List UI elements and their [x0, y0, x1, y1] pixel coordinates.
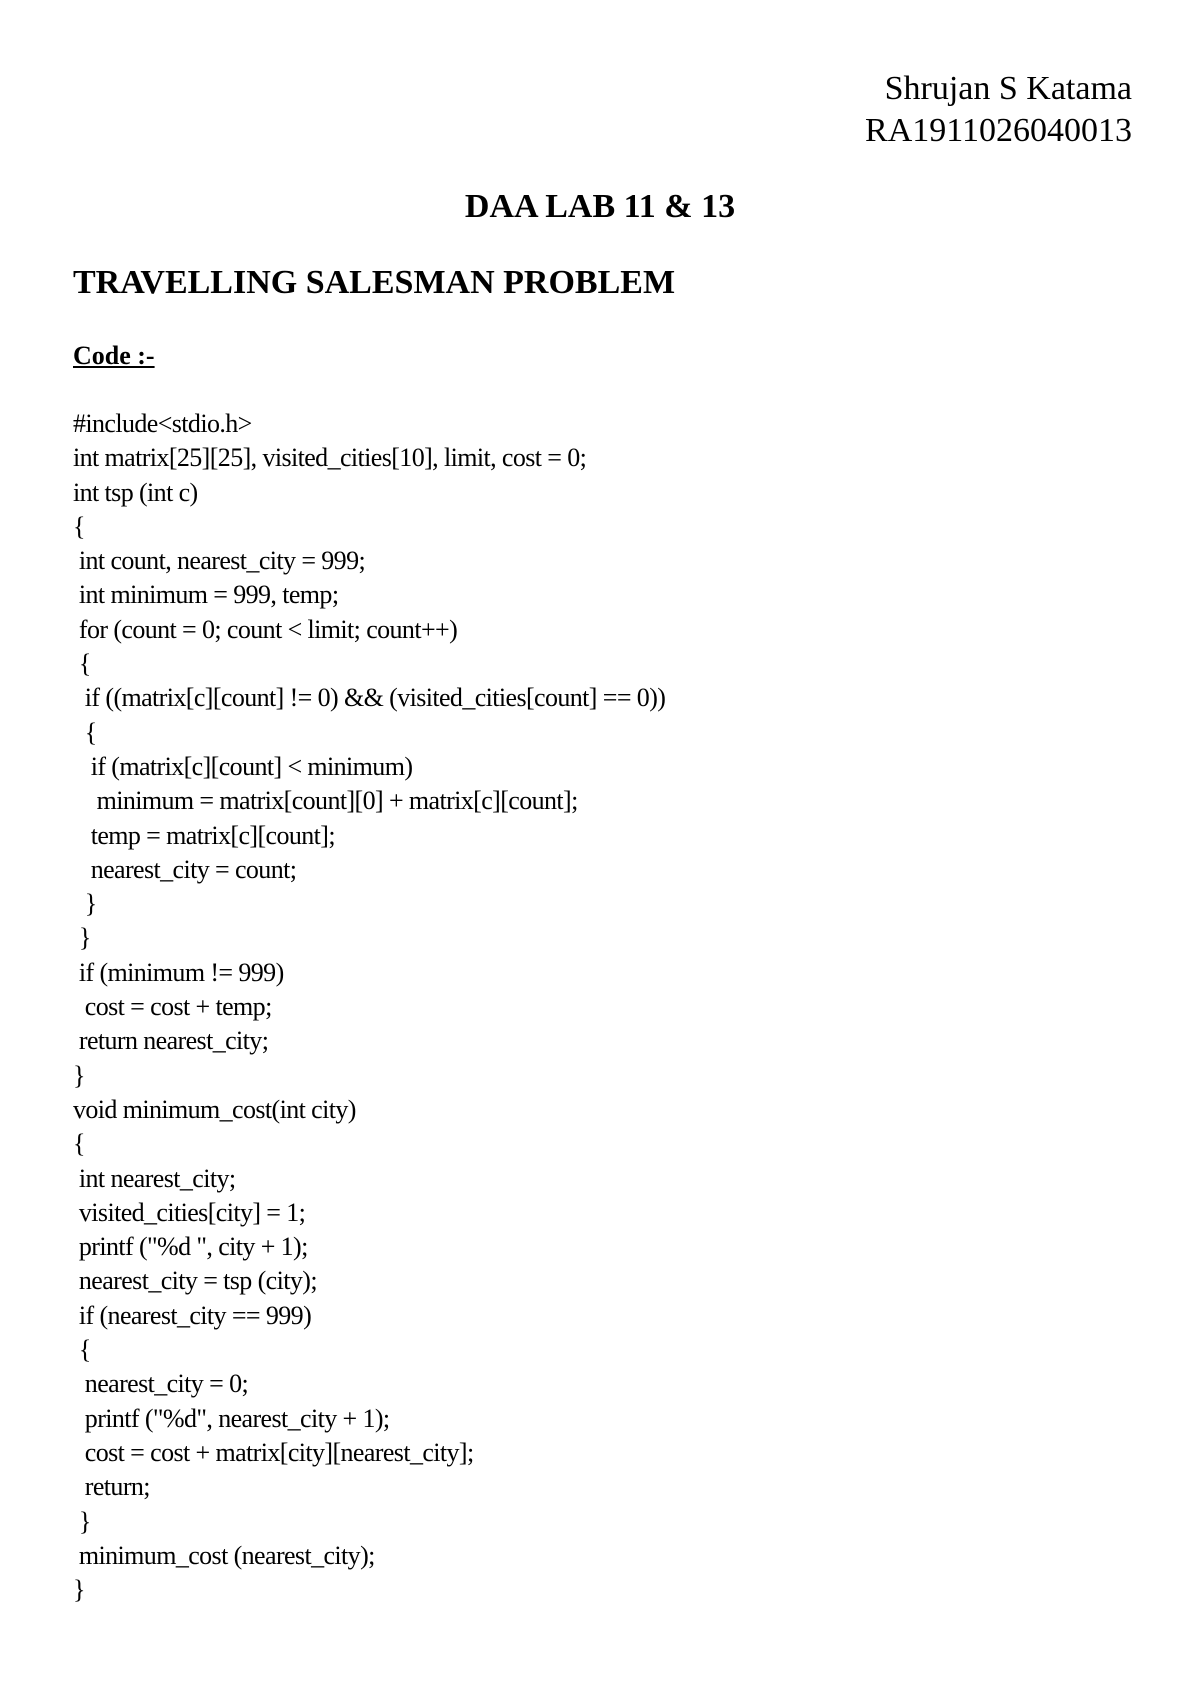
code-line: nearest_city = tsp (city);: [73, 1266, 317, 1296]
code-line: {: [73, 1129, 85, 1159]
code-line: for (count = 0; count < limit; count++): [73, 614, 458, 644]
code-line: {: [73, 1335, 91, 1365]
code-line: int tsp (int c): [73, 477, 198, 507]
code-line: }: [73, 1506, 91, 1536]
code-line: if (nearest_city == 999): [73, 1300, 312, 1330]
code-line: return;: [73, 1472, 150, 1502]
code-line: cost = cost + temp;: [73, 992, 272, 1022]
code-heading: Code :-: [73, 341, 155, 370]
code-line: int nearest_city;: [73, 1163, 236, 1193]
code-line: if ((matrix[c][count] != 0) && (visited_cities[count] == 0)): [73, 683, 666, 713]
code-line: int matrix[25][25], visited_cities[10], limit, cost = 0;: [73, 443, 587, 473]
code-line: temp = matrix[c][count];: [73, 820, 335, 850]
code-line: visited_cities[city] = 1;: [73, 1197, 306, 1227]
code-line: if (matrix[c][count] < minimum): [73, 751, 413, 781]
code-line: }: [73, 889, 97, 919]
register-number: RA1911026040013: [865, 112, 1132, 149]
code-line: nearest_city = 0;: [73, 1369, 249, 1399]
code-line: nearest_city = count;: [73, 854, 297, 884]
code-block: [73, 407, 665, 1607]
code-line: #include<stdio.h>: [73, 409, 252, 438]
code-line: printf ("%d ", city + 1);: [73, 1232, 308, 1262]
code-line: return nearest_city;: [73, 1026, 269, 1056]
lab-title: DAA LAB 11 & 13: [464, 188, 736, 225]
code-line: }: [73, 923, 91, 953]
code-line: {: [73, 649, 91, 679]
code-line: }: [73, 1575, 85, 1605]
code-line: int minimum = 999, temp;: [73, 580, 339, 610]
code-line: {: [73, 511, 85, 541]
code-line: cost = cost + matrix[city][nearest_city];: [73, 1437, 474, 1467]
author-name: Shrujan S Katama: [884, 70, 1132, 107]
code-line: int count, nearest_city = 999;: [73, 546, 366, 576]
problem-title: TRAVELLING SALESMAN PROBLEM: [73, 264, 676, 301]
code-line: void minimum_cost(int city): [73, 1094, 356, 1124]
code-line: }: [73, 1060, 85, 1090]
code-line: if (minimum != 999): [73, 957, 284, 987]
code-line: minimum_cost (nearest_city);: [73, 1540, 375, 1570]
code-line: {: [73, 717, 97, 747]
author-block: [865, 68, 1132, 152]
code-line: minimum = matrix[count][0] + matrix[c][count];: [73, 786, 578, 816]
code-line: printf ("%d", nearest_city + 1);: [73, 1403, 390, 1433]
